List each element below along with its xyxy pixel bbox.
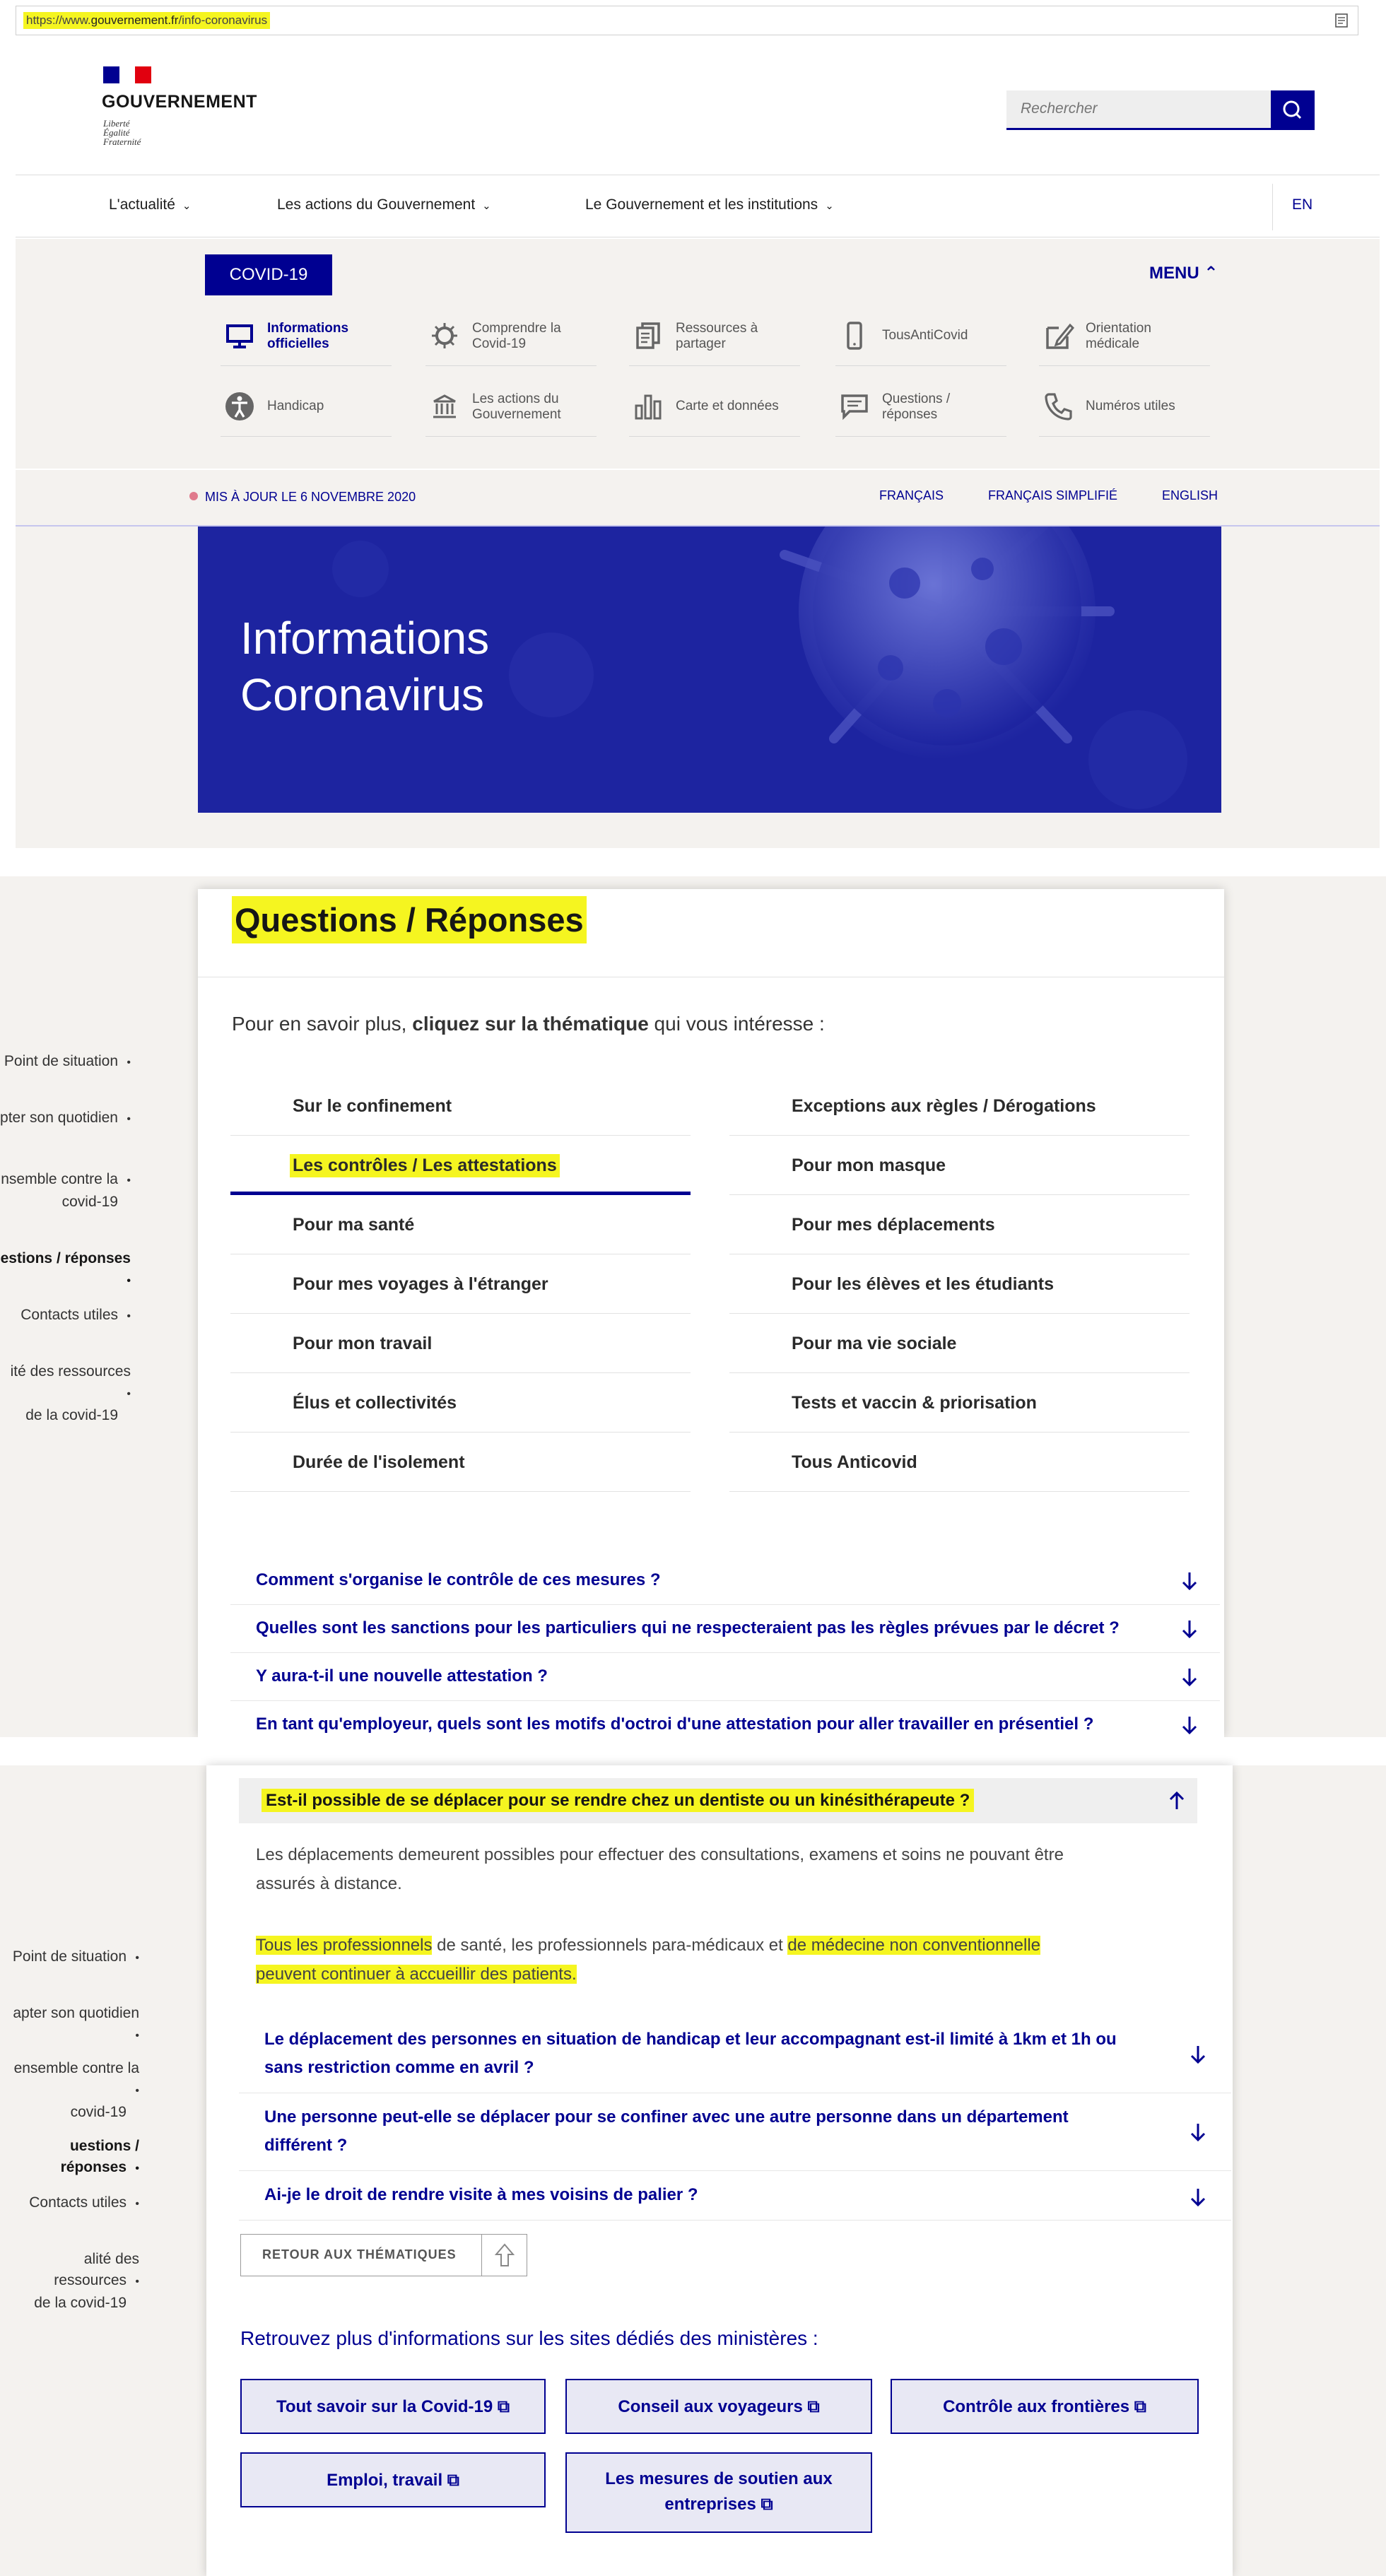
- link-tout-savoir-covid[interactable]: Tout savoir sur la Covid-19 ⧉: [240, 2379, 546, 2434]
- search-button[interactable]: [1271, 90, 1315, 130]
- sidebar-item-point-situation[interactable]: Point de situation •: [4, 1053, 131, 1069]
- monitor-icon: [223, 319, 256, 352]
- menu-item-actions-gouvernement[interactable]: Les actions du Gouvernement: [425, 373, 597, 437]
- answer-paragraph-1: Les déplacements demeurent possibles pour effectuer des consultations, examens et soins ne pouvant être assurés à distance.: [256, 1845, 1064, 1893]
- arrow-down-icon: [1189, 2122, 1207, 2143]
- theme-travail[interactable]: Pour mon travail: [230, 1315, 691, 1373]
- smartphone-icon: [838, 319, 871, 352]
- nav-item-institutions[interactable]: Le Gouvernement et les institutions ⌄: [585, 196, 834, 213]
- nav-item-actualite[interactable]: L'actualité ⌄: [109, 196, 192, 213]
- main-navigation: [16, 177, 1380, 237]
- arrow-down-icon: [1180, 1618, 1199, 1640]
- menu-item-questions-reponses[interactable]: Questions / réponses: [835, 373, 1006, 437]
- arrow-down-icon: [1180, 1666, 1199, 1688]
- hero-title: Informations Coronavirus: [240, 613, 490, 720]
- link-controle-frontieres[interactable]: Contrôle aux frontières ⧉: [891, 2379, 1199, 2434]
- update-date: MIS À JOUR LE 6 NOVEMBRE 2020: [189, 490, 416, 505]
- theme-sante[interactable]: Pour ma santé: [230, 1196, 691, 1254]
- faq-item[interactable]: Ai-je le droit de rendre visite à mes voisins de palier ?: [239, 2172, 1231, 2221]
- arrow-down-icon: [1180, 1570, 1199, 1592]
- site-header: [16, 37, 1380, 175]
- search-input[interactable]: [1006, 90, 1261, 127]
- menu-toggle[interactable]: MENU ⌃: [1149, 264, 1218, 283]
- lang-francais-simplifie[interactable]: FRANÇAIS SIMPLIFIÉ: [988, 488, 1118, 502]
- external-link-icon: ⧉: [1134, 2397, 1146, 2416]
- intro-text: Pour en savoir plus, cliquez sur la thématique qui vous intéresse :: [232, 1013, 825, 1035]
- sidebar-item-ressources[interactable]: ité des ressources• de la covid-19: [10, 1363, 131, 1423]
- theme-voyages[interactable]: Pour mes voyages à l'étranger: [230, 1256, 691, 1314]
- qa-card: [198, 889, 1224, 1737]
- covid-menu-panel: [16, 239, 1380, 469]
- phone-icon: [1042, 390, 1074, 423]
- hero-section: [16, 527, 1380, 848]
- url-text[interactable]: https://www.gouvernement.fr/info-coronavirus: [23, 12, 270, 29]
- theme-vie-sociale[interactable]: Pour ma vie sociale: [729, 1315, 1190, 1373]
- answer-paragraph-2: Tous les professionnels de santé, les professionnels para-médicaux et de médecine non conventionnelle peuvent continuer à accueillir des patients.: [256, 1936, 1041, 1984]
- back-to-themes-button[interactable]: RETOUR AUX THÉMATIQUES: [240, 2234, 527, 2276]
- marianne-logo[interactable]: [103, 66, 151, 83]
- update-bar: [16, 470, 1380, 527]
- theme-eleves[interactable]: Pour les élèves et les étudiants: [729, 1256, 1190, 1314]
- covid-tag[interactable]: COVID-19: [205, 254, 332, 295]
- arrow-up-icon: [481, 2235, 527, 2276]
- page-title: Questions / Réponses: [232, 896, 587, 943]
- menu-item-numeros-utiles[interactable]: Numéros utiles: [1039, 373, 1210, 437]
- status-dot-icon: [189, 492, 198, 500]
- arrow-down-icon: [1189, 2044, 1207, 2065]
- sidebar-item-contacts[interactable]: Contacts utiles •: [20, 1307, 131, 1323]
- theme-masque[interactable]: Pour mon masque: [729, 1137, 1190, 1195]
- bar-chart-icon: [632, 390, 664, 423]
- faq-item[interactable]: Le déplacement des personnes en situation de handicap et leur accompagnant est-il limité à 1km et 1h ou sans restriction comme en avril ?: [239, 2017, 1231, 2093]
- sidebar-item-questions-reponses[interactable]: estions / réponses•: [0, 1250, 131, 1287]
- brand-name[interactable]: GOUVERNEMENT: [102, 92, 257, 112]
- search-field[interactable]: [1006, 90, 1271, 130]
- sidebar-item-questions-reponses[interactable]: uestions / réponses •: [60, 2138, 139, 2175]
- arrow-down-icon: [1189, 2187, 1207, 2208]
- menu-item-comprendre-covid[interactable]: Comprendre la Covid-19: [425, 302, 597, 366]
- theme-deplacements[interactable]: Pour mes déplacements: [729, 1196, 1190, 1254]
- answer-card: [206, 1765, 1233, 2576]
- section-gap: [0, 1737, 1386, 1765]
- theme-isolement[interactable]: Durée de l'isolement: [230, 1434, 691, 1492]
- external-link-icon: ⧉: [447, 2471, 459, 2490]
- link-soutien-entreprises[interactable]: Les mesures de soutien aux entreprises ⧉: [565, 2452, 872, 2533]
- chevron-down-icon: ⌄: [482, 200, 491, 212]
- chevron-up-icon: ⌃: [1204, 264, 1218, 283]
- link-emploi-travail[interactable]: Emploi, travail ⧉: [240, 2452, 546, 2507]
- sidebar-item-ensemble[interactable]: ensemble contre la• covid-19: [13, 2060, 139, 2120]
- theme-controles-attestations[interactable]: Les contrôles / Les attestations: [230, 1137, 691, 1195]
- nav-item-actions[interactable]: Les actions du Gouvernement ⌄: [277, 196, 491, 213]
- accessibility-icon: [223, 390, 256, 423]
- sidebar-item-ensemble[interactable]: nsemble contre la • covid-19: [1, 1171, 131, 1210]
- theme-exceptions[interactable]: Exceptions aux règles / Dérogations: [729, 1078, 1190, 1136]
- faq-item[interactable]: Y aura-t-il une nouvelle attestation ?: [230, 1654, 1220, 1701]
- reader-mode-icon[interactable]: [1334, 13, 1349, 28]
- chevron-down-icon: ⌄: [182, 200, 192, 212]
- theme-tousanticovid[interactable]: Tous Anticovid: [729, 1434, 1190, 1492]
- medical-note-icon: [1042, 319, 1074, 352]
- documents-icon: [632, 319, 664, 352]
- sidebar-nav: [0, 876, 191, 1737]
- faq-item[interactable]: Quelles sont les sanctions pour les particuliers qui ne respecteraient pas les règles prévues par le décret ?: [230, 1606, 1220, 1653]
- open-question-header[interactable]: Est-il possible de se déplacer pour se rendre chez un dentiste ou un kinésithérapeute ?: [239, 1778, 1197, 1823]
- faq-item[interactable]: Une personne peut-elle se déplacer pour se confiner avec une autre personne dans un département différent ?: [239, 2095, 1231, 2171]
- external-link-icon: ⧉: [760, 2495, 773, 2514]
- theme-elus[interactable]: Élus et collectivités: [230, 1375, 691, 1433]
- theme-confinement[interactable]: Sur le confinement: [230, 1078, 691, 1136]
- lang-english[interactable]: ENGLISH: [1162, 488, 1218, 502]
- menu-item-orientation-medicale[interactable]: Orientation médicale: [1039, 302, 1210, 366]
- virus-icon: [428, 319, 461, 352]
- search-icon: [1271, 90, 1315, 130]
- faq-item[interactable]: Comment s'organise le contrôle de ces mesures ?: [230, 1558, 1220, 1605]
- building-icon: [428, 390, 461, 423]
- chevron-down-icon: ⌄: [825, 200, 834, 212]
- menu-item-tousanticovid[interactable]: TousAntiCovid: [835, 302, 1006, 366]
- menu-item-informations-officielles[interactable]: Informations officielles: [221, 302, 392, 366]
- lang-francais[interactable]: FRANÇAIS: [879, 488, 944, 502]
- sidebar-nav-2: [0, 1765, 198, 2576]
- menu-item-ressources[interactable]: Ressources à partager: [629, 302, 800, 366]
- menu-item-carte-donnees[interactable]: Carte et données: [629, 373, 800, 437]
- hero-banner: [198, 527, 1221, 813]
- sidebar-item-quotidien[interactable]: pter son quotidien •: [0, 1110, 131, 1126]
- republic-motto: Liberté Égalité Fraternité: [103, 118, 141, 147]
- sidebar-item-ressources[interactable]: alité des ressources • de la covid-19: [34, 2251, 139, 2311]
- arrow-up-icon: [1168, 1790, 1186, 1811]
- theme-tests-vaccin[interactable]: Tests et vaccin & priorisation: [729, 1375, 1190, 1433]
- external-link-icon: ⧉: [807, 2397, 820, 2416]
- menu-item-handicap[interactable]: Handicap: [221, 373, 392, 437]
- faq-item[interactable]: En tant qu'employeur, quels sont les motifs d'octroi d'une attestation pour aller travailler en présentiel ?: [230, 1702, 1220, 1737]
- nav-divider: [1272, 184, 1273, 230]
- link-conseil-voyageurs[interactable]: Conseil aux voyageurs ⧉: [565, 2379, 872, 2434]
- more-info-text: Retrouvez plus d'informations sur les sites dédiés des ministères :: [240, 2327, 818, 2349]
- external-link-icon: ⧉: [497, 2397, 510, 2416]
- chat-icon: [838, 390, 871, 423]
- arrow-down-icon: [1180, 1715, 1199, 1736]
- language-switch-en[interactable]: EN: [1292, 196, 1313, 213]
- sidebar-item-contacts[interactable]: Contacts utiles •: [29, 2194, 139, 2211]
- sidebar-item-point-situation[interactable]: Point de situation •: [12, 1948, 139, 1965]
- sidebar-item-quotidien[interactable]: apter son quotidien•: [13, 2005, 139, 2042]
- address-bar[interactable]: [16, 6, 1358, 35]
